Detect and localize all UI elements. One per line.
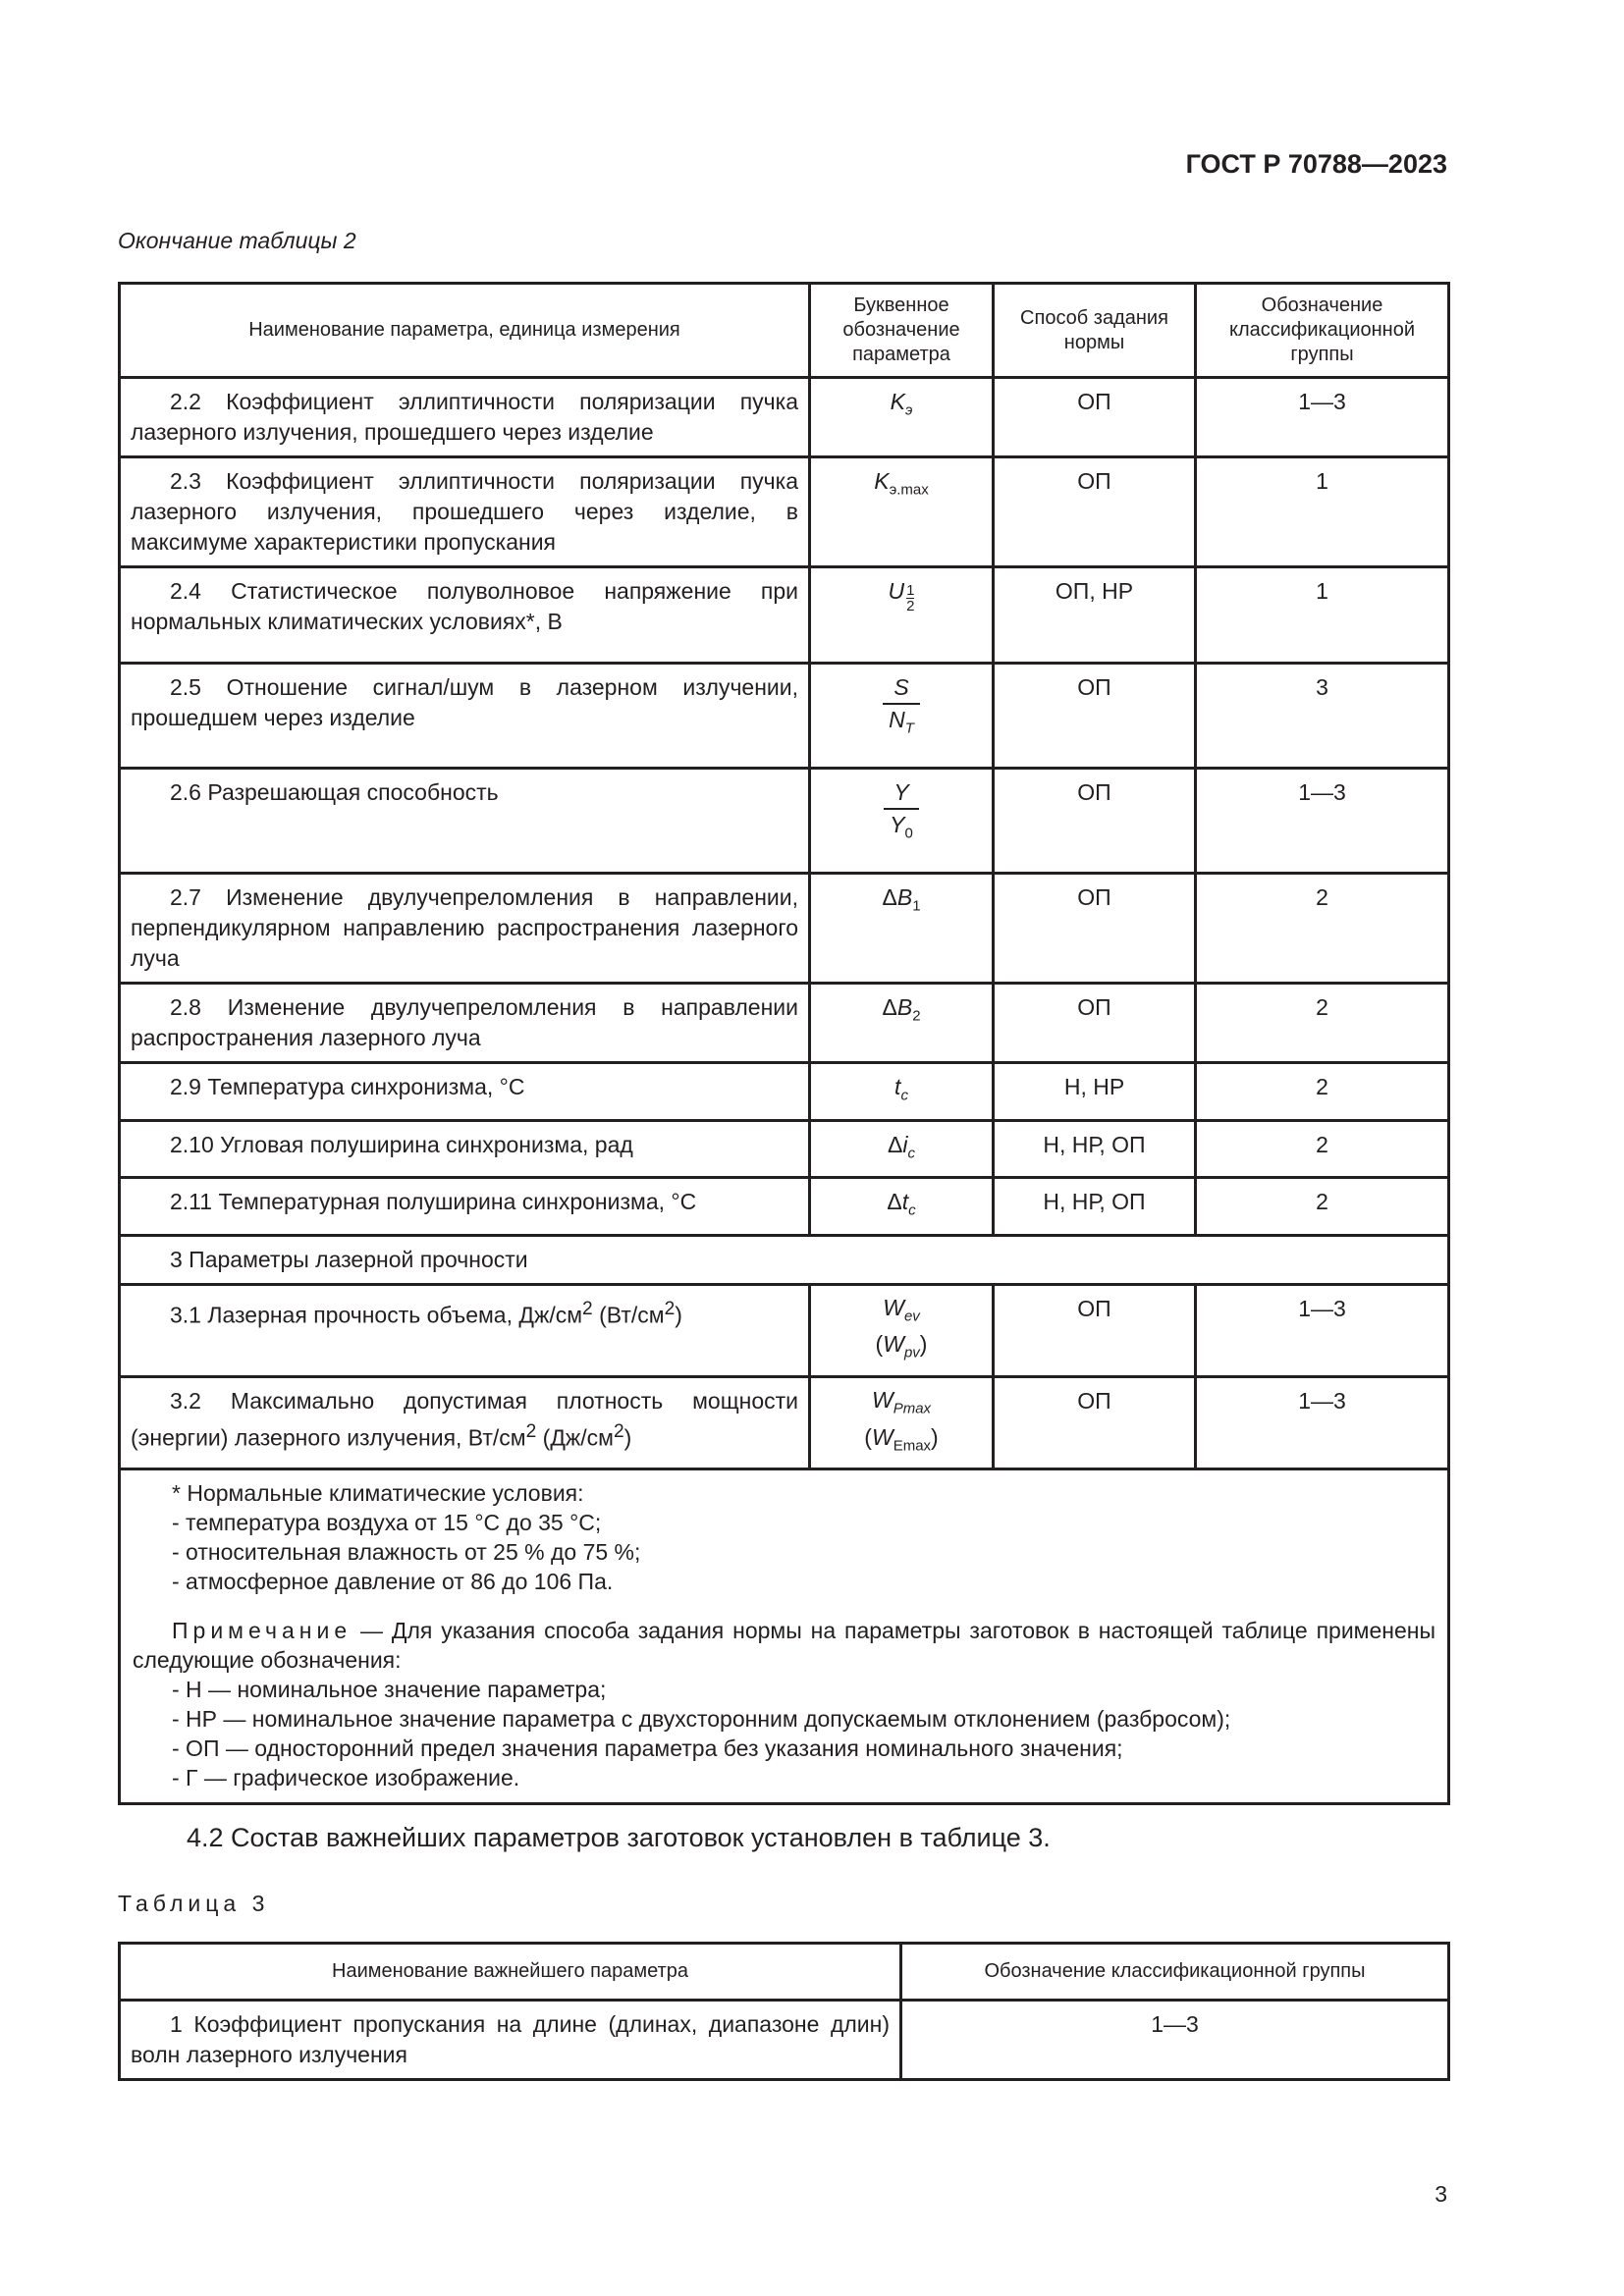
param-method: ОП bbox=[994, 1376, 1196, 1468]
param-group: 1—3 bbox=[1196, 1284, 1449, 1376]
param-group: 2 bbox=[1196, 1178, 1449, 1236]
param-symbol: $\Delta i_c$ bbox=[810, 1120, 994, 1178]
section-row bbox=[120, 1235, 1449, 1284]
header-symbol: Буквенное обозначение параметра bbox=[810, 284, 994, 378]
notes-row bbox=[120, 1469, 1449, 1804]
param-name: 2.8 Изменение двулучепреломления в направлении распространения лазерного луча bbox=[120, 984, 810, 1063]
param-method: Н, НР, ОП bbox=[994, 1120, 1196, 1178]
note-item: - Н — номинальное значение параметра; bbox=[172, 1677, 607, 1703]
table-row bbox=[120, 984, 1449, 1063]
param-name: 3.1 Лазерная прочность объема, $Дж/см^2$ $(Вт/см^2)$ bbox=[120, 1284, 810, 1376]
param-name: 2.4 Статистическое полуволновое напряжение при нормальных климатических условиях*, В bbox=[120, 567, 810, 664]
param-method: ОП bbox=[994, 874, 1196, 984]
param-symbol: $t_c$ bbox=[810, 1063, 994, 1121]
header-param-name: Наименование параметра, единица измерения bbox=[120, 284, 810, 378]
note-item: - ОП — односторонний предел значения параметра без указания номинального значения; bbox=[172, 1735, 1123, 1762]
table-row bbox=[120, 874, 1449, 984]
table-row bbox=[120, 378, 1449, 457]
footnote-item: - относительная влажность от 25 % до 75 %; bbox=[172, 1539, 641, 1566]
param-method: ОП, НР bbox=[994, 567, 1196, 664]
param-symbol: $\frac{Y}{Y_0}$ bbox=[810, 769, 994, 874]
param-name: 2.9 Температура синхронизма, °С bbox=[120, 1063, 810, 1121]
param-name: 2.3 Коэффициент эллиптичности поляризации пучка лазерного излучения, прошедшего через изделие, в максимуме характеристики пропускания bbox=[120, 457, 810, 567]
header-group: Обозначение классификационной группы bbox=[901, 1944, 1449, 2001]
table-row bbox=[120, 1178, 1449, 1236]
param-method: ОП bbox=[994, 1284, 1196, 1376]
footnote-item: - атмосферное давление от 86 до 106 Па. bbox=[172, 1569, 614, 1595]
table-3 bbox=[118, 1942, 1450, 2081]
param-symbol: U $\frac{1}{2}$ bbox=[810, 567, 994, 664]
param-name: 2.5 Отношение сигнал/шум в лазерном излучении, прошедшем через изделие bbox=[120, 664, 810, 769]
table-row bbox=[120, 457, 1449, 567]
section-title: 3 Параметры лазерной прочности bbox=[120, 1235, 1449, 1284]
table-row bbox=[120, 1063, 1449, 1121]
param-group: 1 bbox=[1196, 457, 1449, 567]
table-header-row bbox=[120, 1944, 1449, 2001]
param-method: ОП bbox=[994, 378, 1196, 457]
header-method: Способ задания нормы bbox=[994, 284, 1196, 378]
param-method: ОП bbox=[994, 457, 1196, 567]
note-label: Примечание bbox=[172, 1618, 352, 1644]
param-group: 3 bbox=[1196, 664, 1449, 769]
param-name: 2.2 Коэффициент эллиптичности поляризации пучка лазерного излучения, прошедшего через изделие bbox=[120, 378, 810, 457]
param-method: ОП bbox=[994, 984, 1196, 1063]
param-symbol: $W_{ev}$ $(W_{pv})$ bbox=[810, 1284, 994, 1376]
param-symbol: $K_{э.max}$ bbox=[810, 457, 994, 567]
param-name: 2.6 Разрешающая способность bbox=[120, 769, 810, 874]
param-symbol: $\Delta t_c$ bbox=[810, 1178, 994, 1236]
note-item: - НР — номинальное значение параметра с двухсторонним допускаемым отклонением (разбросом); bbox=[172, 1706, 1231, 1733]
param-name: 2.10 Угловая полуширина синхронизма, рад bbox=[120, 1120, 810, 1178]
footnote-title: * Нормальные климатические условия: bbox=[172, 1480, 584, 1507]
param-symbol: $\Delta B_1$ bbox=[810, 874, 994, 984]
footnote-item: - температура воздуха от 15 °С до 35 °С; bbox=[172, 1510, 602, 1536]
table-notes bbox=[120, 1469, 1449, 1804]
param-group: 2 bbox=[1196, 1063, 1449, 1121]
param-name: 1 Коэффициент пропускания на длине (длинах, диапазоне длин) волн лазерного излучения bbox=[120, 2001, 901, 2080]
table-row bbox=[120, 1284, 1449, 1376]
header-param-name: Наименование важнейшего параметра bbox=[120, 1944, 901, 2001]
table-header-row bbox=[120, 284, 1449, 378]
param-name: 2.11 Температурная полуширина синхронизма, °С bbox=[120, 1178, 810, 1236]
table-row bbox=[120, 1120, 1449, 1178]
param-group: 1—3 bbox=[1196, 378, 1449, 457]
param-method: Н, НР, ОП bbox=[994, 1178, 1196, 1236]
param-group: 2 bbox=[1196, 874, 1449, 984]
param-group: 1—3 bbox=[1196, 1376, 1449, 1468]
table-row bbox=[120, 664, 1449, 769]
table-row bbox=[120, 567, 1449, 664]
page-number: 3 bbox=[1435, 2181, 1447, 2207]
param-method: ОП bbox=[994, 664, 1196, 769]
table2-caption: Окончание таблицы 2 bbox=[118, 228, 356, 253]
param-name: 3.2 Максимально допустимая плотность мощности (энергии) лазерного излучения, $Вт/см^2$ $(Дж/см^2)$ bbox=[120, 1376, 810, 1468]
param-group: 1 bbox=[1196, 567, 1449, 664]
param-symbol: $\frac{S}{N_T}$ bbox=[810, 664, 994, 769]
param-group: 1—3 bbox=[901, 2001, 1449, 2080]
param-name: 2.7 Изменение двулучепреломления в направлении, перпендикулярном направлению распространения лазерного луча bbox=[120, 874, 810, 984]
table-2 bbox=[118, 282, 1450, 1805]
note-text: Примечание — Для указания способа задания нормы на параметры заготовок в настоящей таблице применены следующие обозначения: bbox=[133, 1618, 1435, 1674]
param-symbol: $\Delta B_2$ bbox=[810, 984, 994, 1063]
param-method: ОП bbox=[994, 769, 1196, 874]
param-method: Н, НР bbox=[994, 1063, 1196, 1121]
note-item: - Г — графическое изображение. bbox=[172, 1765, 520, 1791]
table3-caption: Таблица 3 bbox=[118, 1891, 270, 1916]
param-symbol: $K_э$ bbox=[810, 378, 994, 457]
param-group: 2 bbox=[1196, 1120, 1449, 1178]
standard-number: ГОСТ Р 70788—2023 bbox=[1185, 149, 1447, 179]
param-group: 1—3 bbox=[1196, 769, 1449, 874]
table-row bbox=[120, 1376, 1449, 1468]
paragraph-4-2: 4.2 Состав важнейших параметров заготовок установлен в таблице 3. bbox=[187, 1823, 1051, 1852]
table-row bbox=[120, 769, 1449, 874]
param-symbol: $W_{Pmax}$ $(W_{Emax})$ bbox=[810, 1376, 994, 1468]
header-group: Обозначение классификационной группы bbox=[1196, 284, 1449, 378]
param-group: 2 bbox=[1196, 984, 1449, 1063]
table-row bbox=[120, 2001, 1449, 2080]
